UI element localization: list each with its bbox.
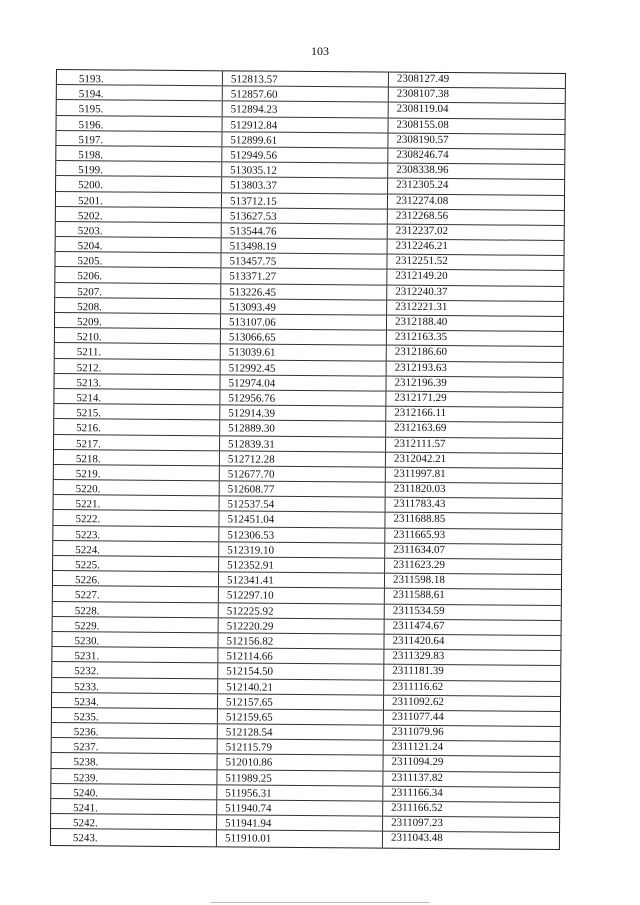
point-number-cell: 5193.	[57, 70, 223, 85]
easting-cell: 512912.84	[223, 117, 389, 132]
northing-cell: 2312196.39	[394, 376, 447, 389]
coordinate-table	[50, 69, 566, 850]
northing-cell: 2311820.03	[393, 482, 446, 496]
northing-cell: 2311634.07	[393, 543, 446, 556]
easting-cell: 512894.23	[223, 102, 389, 117]
point-number-cell: 5202.	[56, 207, 222, 222]
easting-cell: 512537.54	[220, 497, 386, 512]
easting-cell: 511910.01	[217, 831, 383, 847]
point-number-cell: 5196.	[57, 116, 223, 131]
point-number-cell: 5204.	[56, 237, 222, 252]
easting-cell: 511956.31	[217, 785, 383, 800]
northing-cell: 2311137.82	[391, 771, 443, 784]
easting-cell: 513544.76	[222, 223, 388, 238]
easting-cell: 513039.61	[221, 345, 387, 360]
northing-cell: 2311116.62	[392, 680, 444, 693]
point-number-cell: 5241.	[51, 799, 217, 814]
northing-cell: 2312305.24	[396, 178, 449, 192]
easting-cell: 513712.15	[222, 193, 388, 208]
easting-cell: 512949.56	[222, 147, 388, 162]
easting-cell: 511940.74	[217, 800, 383, 815]
point-number-cell: 5199.	[56, 161, 222, 176]
point-number-cell: 5224.	[53, 541, 219, 556]
easting-cell: 512297.10	[219, 588, 385, 603]
point-number-cell: 5215.	[54, 404, 220, 419]
point-number-cell: 5197.	[56, 131, 222, 146]
northing-cell: 2308119.04	[396, 103, 449, 116]
point-number-cell: 5222.	[53, 510, 219, 525]
northing-cell: 2311077.44	[391, 710, 444, 723]
point-number-cell: 5208.	[55, 298, 221, 313]
northing-cell: 2311997.81	[393, 467, 446, 480]
point-number-cell: 5220.	[54, 480, 220, 495]
easting-cell: 511989.25	[217, 770, 383, 785]
northing-cell: 2311474.67	[392, 619, 445, 632]
easting-cell: 512159.65	[218, 709, 384, 724]
northing-cell: 2308338.96	[396, 163, 449, 177]
easting-cell: 512813.57	[223, 71, 389, 86]
easting-cell: 513107.06	[221, 314, 387, 329]
northing-cell: 2311688.85	[393, 513, 446, 526]
point-number-cell: 5213.	[54, 374, 220, 389]
page-number: 103	[311, 44, 329, 58]
easting-cell: 512128.54	[218, 724, 384, 739]
northing-cell: 2312237.02	[395, 224, 449, 237]
easting-cell: 512712.28	[220, 451, 386, 466]
easting-cell: 512992.45	[221, 360, 387, 375]
easting-cell: 512115.79	[218, 740, 384, 755]
table-row	[51, 829, 559, 848]
easting-cell: 512225.92	[219, 603, 385, 618]
northing-cell: 2311420.64	[392, 634, 445, 648]
easting-cell: 512889.30	[220, 421, 386, 436]
point-number-cell: 5198.	[56, 146, 222, 161]
point-number-cell: 5195.	[57, 100, 223, 115]
point-number-cell: 5223.	[53, 526, 219, 541]
easting-cell: 513066.65	[221, 329, 387, 344]
northing-cell: 2312246.21	[395, 239, 448, 253]
point-number-cell: 5227.	[53, 586, 219, 601]
easting-cell: 512220.29	[219, 618, 385, 633]
northing-cell: 2312166.11	[394, 406, 447, 420]
point-number-cell: 5216.	[54, 419, 220, 434]
point-number-cell: 5214.	[54, 389, 220, 404]
northing-cell: 2312042.21	[393, 452, 447, 465]
northing-cell: 2311121.24	[391, 740, 444, 754]
northing-cell: 2312163.35	[394, 330, 448, 344]
northing-cell: 2311598.18	[392, 573, 445, 587]
northing-cell: 2311181.39	[392, 664, 444, 678]
easting-cell: 512352.91	[219, 557, 385, 572]
northing-cell: 2311094.29	[391, 756, 444, 769]
point-number-cell: 5221.	[54, 495, 220, 510]
point-number-cell: 5207.	[55, 283, 221, 298]
northing-cell: 2311097.23	[391, 816, 443, 830]
easting-cell: 512839.31	[220, 436, 386, 451]
point-number-cell: 5205.	[55, 252, 221, 267]
northing-cell: 2312188.40	[394, 315, 448, 329]
point-number-cell: 5200.	[56, 176, 222, 191]
northing-cell: 2311588.61	[392, 589, 445, 602]
easting-cell: 513457.75	[221, 254, 387, 269]
northing-cell: 2311092.62	[391, 695, 444, 708]
point-number-cell: 5234.	[52, 693, 218, 708]
northing-cell: 2308107.38	[396, 87, 450, 101]
point-number-cell: 5203.	[56, 222, 222, 237]
point-number-cell: 5233.	[52, 677, 218, 692]
easting-cell: 513226.45	[221, 284, 387, 299]
northing-cell: 2308190.57	[396, 133, 449, 146]
easting-cell: 513371.27	[221, 269, 387, 284]
northing-cell: 2312251.52	[395, 254, 448, 268]
point-number-cell: 5219.	[54, 465, 220, 480]
point-number-cell: 5210.	[55, 328, 221, 343]
easting-cell: 512341.41	[219, 572, 385, 587]
point-number-cell: 5201.	[56, 192, 222, 207]
point-number-cell: 5237.	[52, 738, 218, 753]
easting-cell: 512974.04	[220, 375, 386, 390]
northing-cell: 2312186.60	[394, 346, 448, 359]
northing-cell: 2312111.57	[394, 437, 446, 450]
easting-cell: 512156.82	[218, 633, 384, 648]
point-number-cell: 5225.	[53, 556, 219, 571]
point-number-cell: 5217.	[54, 434, 220, 449]
point-number-cell: 5230.	[52, 632, 218, 647]
northing-cell: 2312274.08	[395, 194, 449, 207]
easting-cell: 513803.37	[222, 178, 388, 193]
northing-cell: 2308246.74	[396, 148, 449, 162]
point-number-cell: 5242.	[51, 814, 217, 829]
point-number-cell: 5211.	[55, 343, 221, 358]
easting-cell: 512956.76	[220, 390, 386, 405]
northing-cell: 2311534.59	[392, 604, 445, 617]
bottom-rule	[210, 902, 430, 903]
easting-cell: 512677.70	[220, 466, 386, 481]
northing-cell: 2312193.63	[394, 361, 447, 374]
northing-cell: 2311079.96	[391, 725, 444, 739]
northing-cell: 2312268.56	[395, 209, 449, 222]
easting-cell: 513498.19	[222, 238, 388, 253]
easting-cell: 513627.53	[222, 208, 388, 223]
easting-cell: 512157.65	[218, 694, 384, 709]
easting-cell: 513093.49	[221, 299, 387, 314]
point-number-cell: 5228.	[53, 602, 219, 617]
easting-cell: 513035.12	[222, 162, 388, 177]
point-number-cell: 5226.	[53, 571, 219, 586]
easting-cell: 512114.66	[218, 648, 384, 663]
point-number-cell: 5231.	[52, 647, 218, 662]
point-number-cell: 5209.	[55, 313, 221, 328]
point-number-cell: 5240.	[51, 784, 217, 799]
easting-cell: 512899.61	[222, 132, 388, 147]
northing-cell: 2312221.31	[395, 300, 448, 313]
point-number-cell: 5212.	[55, 359, 221, 374]
easting-cell: 511941.94	[217, 815, 383, 830]
northing-cell: 2311043.48	[390, 832, 443, 845]
point-number-cell: 5218.	[54, 450, 220, 465]
easting-cell: 512010.86	[218, 755, 384, 770]
easting-cell: 512608.77	[220, 481, 386, 496]
northing-cell: 2312149.20	[395, 270, 448, 283]
northing-cell: 2311665.93	[393, 528, 446, 541]
northing-cell: 2311623.29	[393, 558, 446, 572]
northing-cell: 2311166.34	[391, 786, 443, 799]
easting-cell: 512914.39	[220, 405, 386, 420]
point-number-cell: 5238.	[52, 753, 218, 768]
northing-cell: 2311783.43	[393, 497, 446, 511]
northing-cell: 2312163.69	[394, 421, 447, 435]
point-number-cell: 5194.	[57, 85, 223, 100]
northing-cell: 2312171.29	[394, 391, 447, 405]
northing-cell: 2312240.37	[395, 285, 448, 298]
easting-cell: 512451.04	[219, 512, 385, 527]
northing-cell: 2311166.52	[391, 801, 443, 815]
point-number-cell: 5236.	[52, 723, 218, 738]
northing-cell: 2311329.83	[392, 649, 445, 663]
easting-cell: 512319.10	[219, 542, 385, 557]
northing-cell: 2308155.08	[396, 118, 449, 131]
point-number-cell: 5235.	[52, 708, 218, 723]
easting-cell: 512154.50	[218, 664, 384, 679]
easting-cell: 512306.53	[219, 527, 385, 542]
point-number-cell: 5206.	[55, 267, 221, 282]
point-number-cell: 5232.	[52, 662, 218, 677]
point-number-cell: 5229.	[53, 617, 219, 632]
point-number-cell: 5243.	[51, 829, 217, 845]
easting-cell: 512140.21	[218, 679, 384, 694]
point-number-cell: 5239.	[51, 769, 217, 784]
easting-cell: 512857.60	[223, 86, 389, 101]
northing-cell: 2308127.49	[396, 72, 450, 86]
